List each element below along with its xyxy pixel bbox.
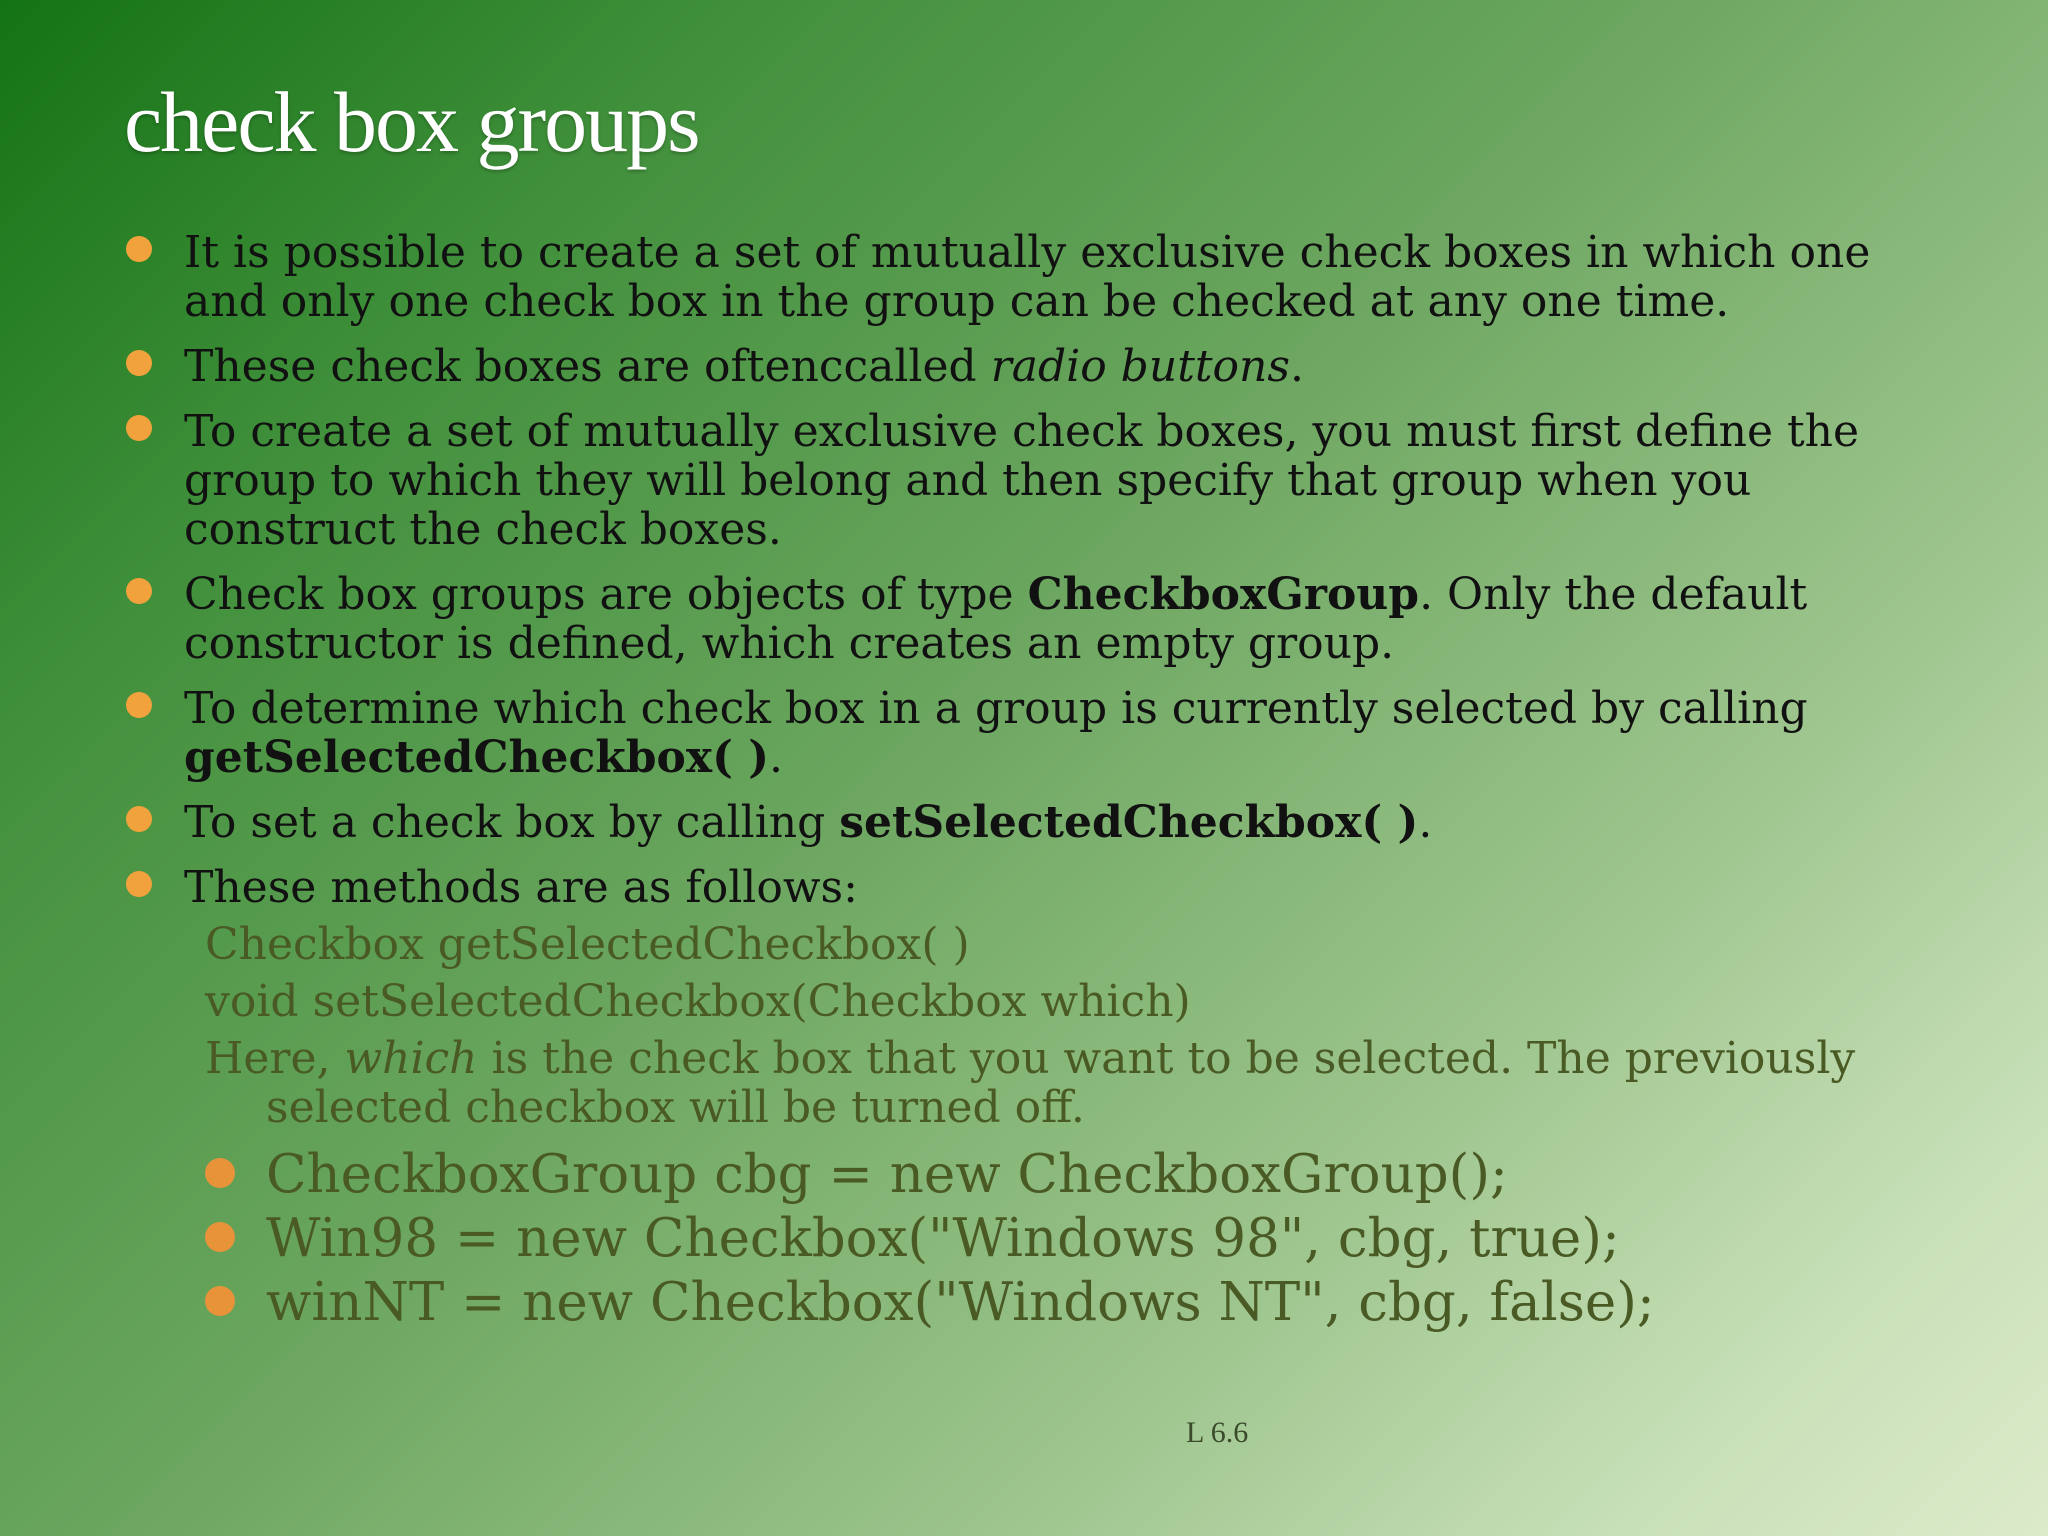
bullet-dot-icon — [126, 692, 152, 718]
code-text: Win98 = new Checkbox("Windows 98", cbg, true); — [266, 1208, 1620, 1269]
bullet-item — [126, 228, 1966, 326]
slide-number: L 6.6 — [1186, 1416, 1249, 1449]
bullet-item — [126, 684, 1966, 782]
bullet-list — [126, 228, 1966, 912]
bullet-dot-icon — [205, 1222, 235, 1252]
bullet-dot-icon — [126, 871, 152, 897]
bullet-text-suffix: . Only the default constructor is defined, which creates an empty group. — [184, 569, 1808, 669]
bullet-text: These check boxes are oftenccalled — [184, 341, 991, 392]
code-text: winNT = new Checkbox("Windows NT", cbg, false); — [266, 1272, 1655, 1333]
method-note-prefix: Here, — [205, 1033, 345, 1084]
bullet-bold-text: setSelectedCheckbox( ) — [839, 797, 1419, 848]
bullet-dot-icon — [126, 578, 152, 604]
slide-title: check box groups — [124, 74, 699, 170]
bullet-item — [126, 570, 1966, 668]
bullet-dot-icon — [126, 415, 152, 441]
bullet-text-suffix: . — [1418, 797, 1433, 848]
method-note-suffix: is the check box that you want to be selected. The previously selected checkbox will be turned off. — [266, 1033, 1856, 1133]
bullet-text: To determine which check box in a group is currently selected by calling — [184, 683, 1808, 734]
bullet-dot-icon — [126, 350, 152, 376]
bullet-dot-icon — [205, 1286, 235, 1316]
get-method-signature: Checkbox getSelectedCheckbox( ) — [205, 919, 970, 970]
slide-content — [126, 228, 1966, 1338]
bullet-text: Check box groups are objects of type — [184, 569, 1028, 620]
code-line — [205, 1146, 1966, 1204]
bullet-bold-text: CheckboxGroup — [1027, 569, 1420, 620]
bullet-text: It is possible to create a set of mutually exclusive check boxes in which one and only one check box in the group can be checked at any one time. — [184, 227, 1871, 327]
code-text: CheckboxGroup cbg = new CheckboxGroup(); — [266, 1144, 1508, 1205]
code-list — [205, 1146, 1966, 1332]
code-line — [205, 1210, 1966, 1268]
method-note — [205, 1034, 1966, 1132]
bullet-text-suffix: . — [1289, 341, 1304, 392]
bullet-italic-text: radio buttons — [990, 341, 1290, 392]
method-block — [205, 920, 1966, 1332]
bullet-dot-icon — [126, 236, 152, 262]
bullet-dot-icon — [205, 1158, 235, 1188]
method-note-italic: which — [344, 1033, 478, 1084]
bullet-text: These methods are as follows: — [184, 862, 858, 913]
bullet-item — [126, 798, 1966, 847]
bullet-text-suffix: . — [769, 732, 784, 783]
bullet-dot-icon — [126, 806, 152, 832]
bullet-item — [126, 863, 1966, 912]
bullet-bold-text: getSelectedCheckbox( ) — [184, 732, 770, 783]
bullet-item — [126, 342, 1966, 391]
set-method-signature: void setSelectedCheckbox(Checkbox which) — [205, 976, 1191, 1027]
bullet-item — [126, 407, 1966, 554]
bullet-text: To create a set of mutually exclusive check boxes, you must first define the group to which they will belong and then specify that group when you construct the check boxes. — [184, 406, 1860, 555]
bullet-text: To set a check box by calling — [184, 797, 840, 848]
code-line — [205, 1274, 1966, 1332]
